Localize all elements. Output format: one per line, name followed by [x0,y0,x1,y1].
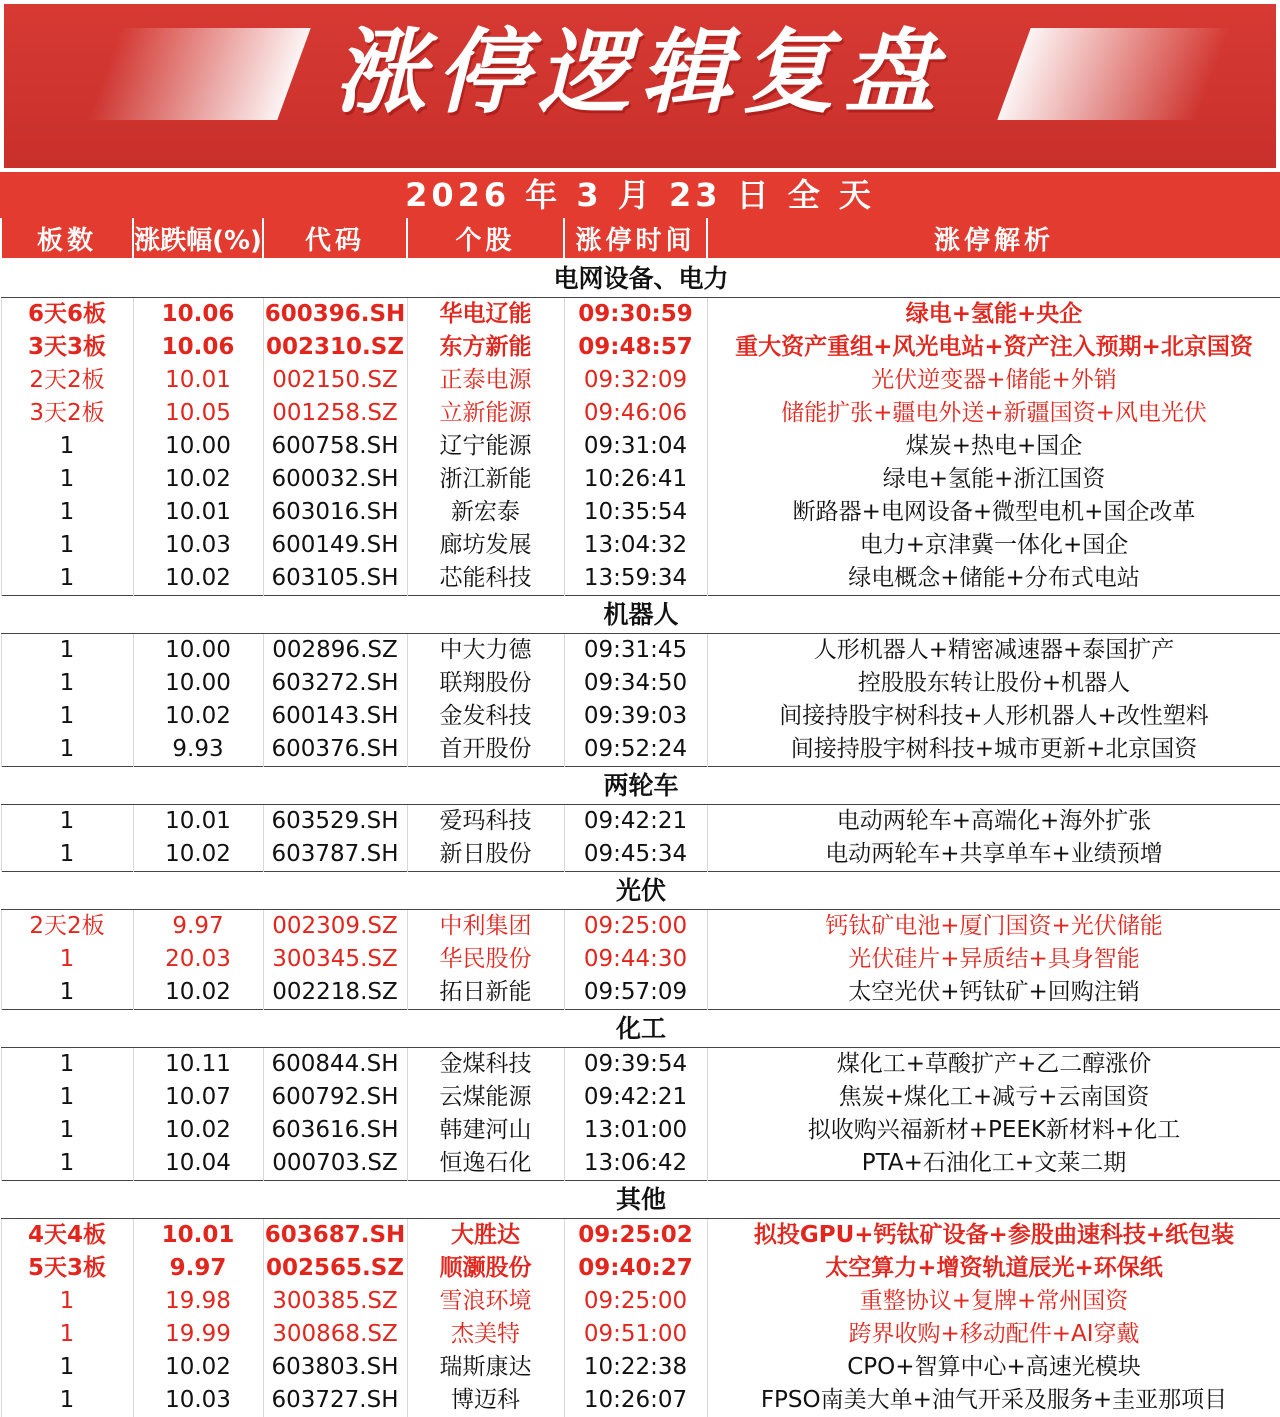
header-code: 代码 [263,218,407,259]
cell-stock: 瑞斯康达 [407,1351,564,1384]
cell-code: 600143.SH [263,700,407,733]
table-row [1,1081,1280,1114]
cell-change-pct: 19.98 [133,1285,263,1318]
cell-boards: 3天2板 [1,397,133,430]
cell-stock: 新宏泰 [407,496,564,529]
cell-analysis: 光伏逆变器+储能+外销 [707,364,1280,397]
cell-limit-time: 09:40:27 [564,1252,707,1285]
cell-boards: 2天2板 [1,910,133,944]
table-row [1,1384,1280,1417]
cell-limit-time: 09:48:57 [564,331,707,364]
table-row [1,1351,1280,1384]
cell-code: 001258.SZ [263,397,407,430]
section-title: 机器人 [1,596,1280,634]
cell-analysis: 断路器+电网设备+微型电机+国企改革 [707,496,1280,529]
cell-limit-time: 09:25:00 [564,910,707,944]
cell-limit-time: 09:51:00 [564,1318,707,1351]
section-header-row [1,767,1280,805]
cell-code: 600844.SH [263,1048,407,1082]
table-row [1,700,1280,733]
cell-analysis: 绿电+氢能+浙江国资 [707,463,1280,496]
table-row [1,364,1280,397]
cell-analysis: 间接持股宇树科技+人形机器人+改性塑料 [707,700,1280,733]
cell-boards: 5天3板 [1,1252,133,1285]
cell-limit-time: 10:35:54 [564,496,707,529]
cell-stock: 顺灏股份 [407,1252,564,1285]
cell-stock: 雪浪环境 [407,1285,564,1318]
cell-stock: 恒逸石化 [407,1147,564,1181]
cell-code: 600396.SH [263,298,407,332]
cell-stock: 芯能科技 [407,562,564,596]
cell-stock: 新日股份 [407,838,564,872]
cell-limit-time: 09:42:21 [564,1081,707,1114]
cell-change-pct: 19.99 [133,1318,263,1351]
cell-limit-time: 10:26:41 [564,463,707,496]
cell-boards: 1 [1,733,133,767]
cell-change-pct: 10.06 [133,331,263,364]
table-row [1,1147,1280,1181]
cell-code: 002565.SZ [263,1252,407,1285]
table-row [1,430,1280,463]
cell-boards: 1 [1,529,133,562]
cell-stock: 首开股份 [407,733,564,767]
cell-limit-time: 09:25:02 [564,1219,707,1253]
section-header-row [1,259,1280,298]
cell-boards: 1 [1,463,133,496]
table-row [1,1048,1280,1082]
table-row [1,397,1280,430]
cell-analysis: 跨界收购+移动配件+AI穿戴 [707,1318,1280,1351]
cell-change-pct: 10.02 [133,1351,263,1384]
table-header-row [1,218,1280,259]
cell-boards: 1 [1,667,133,700]
cell-change-pct: 10.02 [133,700,263,733]
table-row [1,1252,1280,1285]
cell-stock: 金煤科技 [407,1048,564,1082]
cell-analysis: 煤化工+草酸扩产+乙二醇涨价 [707,1048,1280,1082]
cell-code: 603529.SH [263,805,407,839]
cell-limit-time: 09:32:09 [564,364,707,397]
cell-analysis: 控股股东转让股份+机器人 [707,667,1280,700]
cell-analysis: 太空光伏+钙钛矿+回购注销 [707,976,1280,1010]
cell-change-pct: 10.02 [133,562,263,596]
cell-stock: 中大力德 [407,634,564,668]
table-row [1,331,1280,364]
cell-limit-time: 09:34:50 [564,667,707,700]
cell-change-pct: 10.01 [133,1219,263,1253]
cell-limit-time: 13:01:00 [564,1114,707,1147]
cell-stock: 浙江新能 [407,463,564,496]
cell-stock: 正泰电源 [407,364,564,397]
cell-boards: 1 [1,943,133,976]
cell-stock: 辽宁能源 [407,430,564,463]
cell-analysis: 拟投GPU+钙钛矿设备+参股曲速科技+纸包装 [707,1219,1280,1253]
cell-code: 603616.SH [263,1114,407,1147]
table-row [1,298,1280,332]
cell-stock: 云煤能源 [407,1081,564,1114]
table-row [1,1318,1280,1351]
section-header-row [1,1010,1280,1048]
cell-code: 600376.SH [263,733,407,767]
date-bar: 2026 年 3 月 23 日 全 天 [0,172,1280,218]
cell-code: 600792.SH [263,1081,407,1114]
cell-change-pct: 10.01 [133,496,263,529]
table-row [1,805,1280,839]
section-header-row [1,872,1280,910]
cell-stock: 爱玛科技 [407,805,564,839]
cell-code: 603016.SH [263,496,407,529]
cell-code: 603803.SH [263,1351,407,1384]
cell-code: 603687.SH [263,1219,407,1253]
cell-analysis: 重整协议+复牌+常州国资 [707,1285,1280,1318]
cell-limit-time: 09:46:06 [564,397,707,430]
cell-change-pct: 10.03 [133,529,263,562]
cell-code: 002896.SZ [263,634,407,668]
section-header-row [1,1181,1280,1219]
cell-change-pct: 10.06 [133,298,263,332]
cell-analysis: 人形机器人+精密减速器+泰国扩产 [707,634,1280,668]
cell-change-pct: 10.00 [133,667,263,700]
cell-analysis: 电力+京津冀一体化+国企 [707,529,1280,562]
cell-code: 300385.SZ [263,1285,407,1318]
cell-change-pct: 9.97 [133,910,263,944]
cell-limit-time: 09:25:00 [564,1285,707,1318]
cell-limit-time: 09:31:45 [564,634,707,668]
cell-limit-time: 13:06:42 [564,1147,707,1181]
cell-boards: 1 [1,1048,133,1082]
cell-limit-time: 10:26:07 [564,1384,707,1417]
table-row [1,1114,1280,1147]
cell-code: 300868.SZ [263,1318,407,1351]
cell-code: 002218.SZ [263,976,407,1010]
cell-analysis: 储能扩张+疆电外送+新疆国资+风电光伏 [707,397,1280,430]
table-row [1,943,1280,976]
table-row [1,1219,1280,1253]
cell-boards: 6天6板 [1,298,133,332]
cell-change-pct: 10.04 [133,1147,263,1181]
cell-code: 300345.SZ [263,943,407,976]
table-row [1,910,1280,944]
cell-change-pct: 10.02 [133,838,263,872]
cell-change-pct: 10.00 [133,430,263,463]
cell-analysis: PTA+石油化工+文莱二期 [707,1147,1280,1181]
section-title: 化工 [1,1010,1280,1048]
limit-up-table [0,218,1280,1417]
table-row [1,562,1280,596]
cell-boards: 4天4板 [1,1219,133,1253]
cell-change-pct: 10.02 [133,463,263,496]
cell-stock: 拓日新能 [407,976,564,1010]
cell-stock: 金发科技 [407,700,564,733]
header-change-pct: 涨跌幅(%) [133,218,263,259]
cell-code: 603727.SH [263,1384,407,1417]
cell-boards: 1 [1,1147,133,1181]
cell-stock: 东方新能 [407,331,564,364]
cell-change-pct: 10.02 [133,1114,263,1147]
cell-boards: 1 [1,1351,133,1384]
section-header-row [1,596,1280,634]
cell-boards: 1 [1,700,133,733]
table-row [1,667,1280,700]
cell-change-pct: 20.03 [133,943,263,976]
banner-title: 涨停逻辑复盘 [333,19,946,126]
cell-analysis: 焦炭+煤化工+减亏+云南国资 [707,1081,1280,1114]
cell-boards: 1 [1,976,133,1010]
table-row [1,733,1280,767]
cell-limit-time: 13:59:34 [564,562,707,596]
cell-analysis: 电动两轮车+共享单车+业绩预增 [707,838,1280,872]
cell-analysis: 绿电+氢能+央企 [707,298,1280,332]
cell-limit-time: 09:31:04 [564,430,707,463]
cell-change-pct: 10.01 [133,805,263,839]
cell-limit-time: 09:45:34 [564,838,707,872]
cell-limit-time: 09:39:03 [564,700,707,733]
cell-limit-time: 09:44:30 [564,943,707,976]
table-row [1,463,1280,496]
section-title: 光伏 [1,872,1280,910]
cell-analysis: 拟收购兴福新材+PEEK新材料+化工 [707,1114,1280,1147]
header-boards: 板数 [1,218,133,259]
cell-limit-time: 09:30:59 [564,298,707,332]
cell-analysis: 绿电概念+储能+分布式电站 [707,562,1280,596]
cell-code: 002309.SZ [263,910,407,944]
cell-code: 600758.SH [263,430,407,463]
cell-boards: 1 [1,838,133,872]
cell-change-pct: 10.02 [133,976,263,1010]
title-banner [0,0,1280,172]
cell-change-pct: 10.05 [133,397,263,430]
table-row [1,496,1280,529]
cell-limit-time: 10:22:38 [564,1351,707,1384]
header-limit-time: 涨停时间 [564,218,707,259]
cell-stock: 廊坊发展 [407,529,564,562]
cell-code: 600149.SH [263,529,407,562]
cell-boards: 1 [1,496,133,529]
cell-code: 603272.SH [263,667,407,700]
cell-code: 002150.SZ [263,364,407,397]
table-body [1,259,1280,1417]
cell-boards: 1 [1,634,133,668]
cell-change-pct: 9.97 [133,1252,263,1285]
cell-code: 603105.SH [263,562,407,596]
cell-boards: 1 [1,1081,133,1114]
header-stock: 个股 [407,218,564,259]
section-title: 其他 [1,1181,1280,1219]
cell-stock: 博迈科 [407,1384,564,1417]
cell-limit-time: 09:42:21 [564,805,707,839]
cell-boards: 1 [1,1114,133,1147]
cell-code: 002310.SZ [263,331,407,364]
cell-boards: 1 [1,430,133,463]
cell-stock: 华民股份 [407,943,564,976]
cell-change-pct: 9.93 [133,733,263,767]
cell-boards: 1 [1,562,133,596]
section-title: 两轮车 [1,767,1280,805]
table-row [1,838,1280,872]
table-row [1,634,1280,668]
cell-analysis: 光伏硅片+异质结+具身智能 [707,943,1280,976]
cell-code: 000703.SZ [263,1147,407,1181]
section-title: 电网设备、电力 [1,259,1280,298]
cell-analysis: 间接持股宇树科技+城市更新+北京国资 [707,733,1280,767]
cell-stock: 中利集团 [407,910,564,944]
cell-stock: 华电辽能 [407,298,564,332]
cell-change-pct: 10.03 [133,1384,263,1417]
cell-change-pct: 10.07 [133,1081,263,1114]
cell-analysis: CPO+智算中心+高速光模块 [707,1351,1280,1384]
cell-analysis: 煤炭+热电+国企 [707,430,1280,463]
cell-stock: 杰美特 [407,1318,564,1351]
cell-analysis: 太空算力+增资轨道辰光+环保纸 [707,1252,1280,1285]
header-analysis: 涨停解析 [707,218,1280,259]
cell-stock: 立新能源 [407,397,564,430]
cell-change-pct: 10.11 [133,1048,263,1082]
table-row [1,976,1280,1010]
cell-stock: 韩建河山 [407,1114,564,1147]
cell-boards: 1 [1,1285,133,1318]
cell-stock: 联翔股份 [407,667,564,700]
cell-stock: 大胜达 [407,1219,564,1253]
cell-limit-time: 09:39:54 [564,1048,707,1082]
cell-boards: 1 [1,1384,133,1417]
cell-change-pct: 10.01 [133,364,263,397]
cell-analysis: 钙钛矿电池+厦门国资+光伏储能 [707,910,1280,944]
cell-limit-time: 13:04:32 [564,529,707,562]
cell-analysis: FPSO南美大单+油气开采及服务+圭亚那项目 [707,1384,1280,1417]
cell-analysis: 重大资产重组+风光电站+资产注入预期+北京国资 [707,331,1280,364]
cell-boards: 2天2板 [1,364,133,397]
cell-code: 600032.SH [263,463,407,496]
table-row [1,1285,1280,1318]
cell-analysis: 电动两轮车+高端化+海外扩张 [707,805,1280,839]
cell-code: 603787.SH [263,838,407,872]
cell-boards: 3天3板 [1,331,133,364]
cell-boards: 1 [1,1318,133,1351]
cell-limit-time: 09:52:24 [564,733,707,767]
cell-change-pct: 10.00 [133,634,263,668]
cell-boards: 1 [1,805,133,839]
table-row [1,529,1280,562]
cell-limit-time: 09:57:09 [564,976,707,1010]
